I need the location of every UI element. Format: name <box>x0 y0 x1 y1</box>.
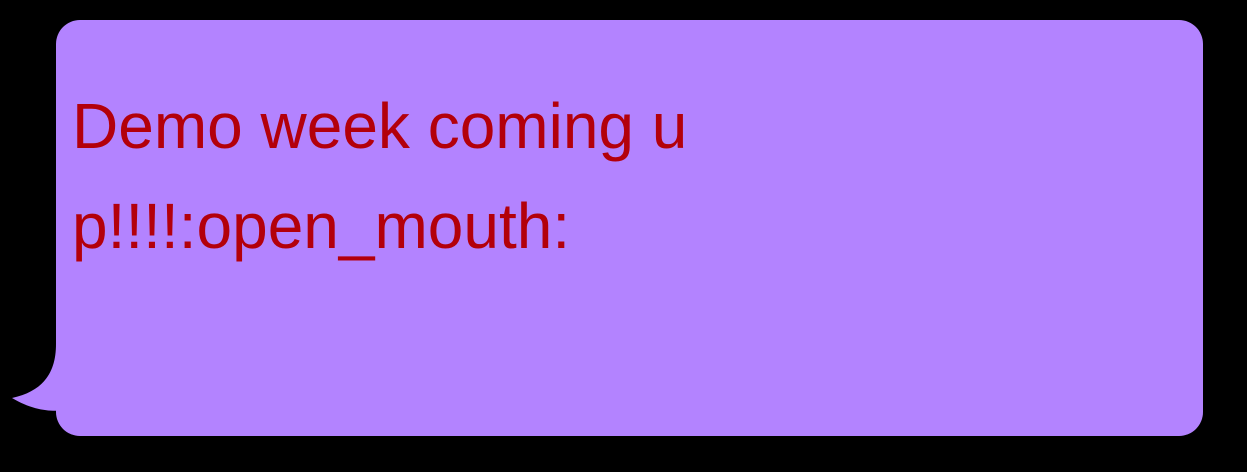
message-text: Demo week coming up!!!!:open_mouth: <box>72 90 688 262</box>
